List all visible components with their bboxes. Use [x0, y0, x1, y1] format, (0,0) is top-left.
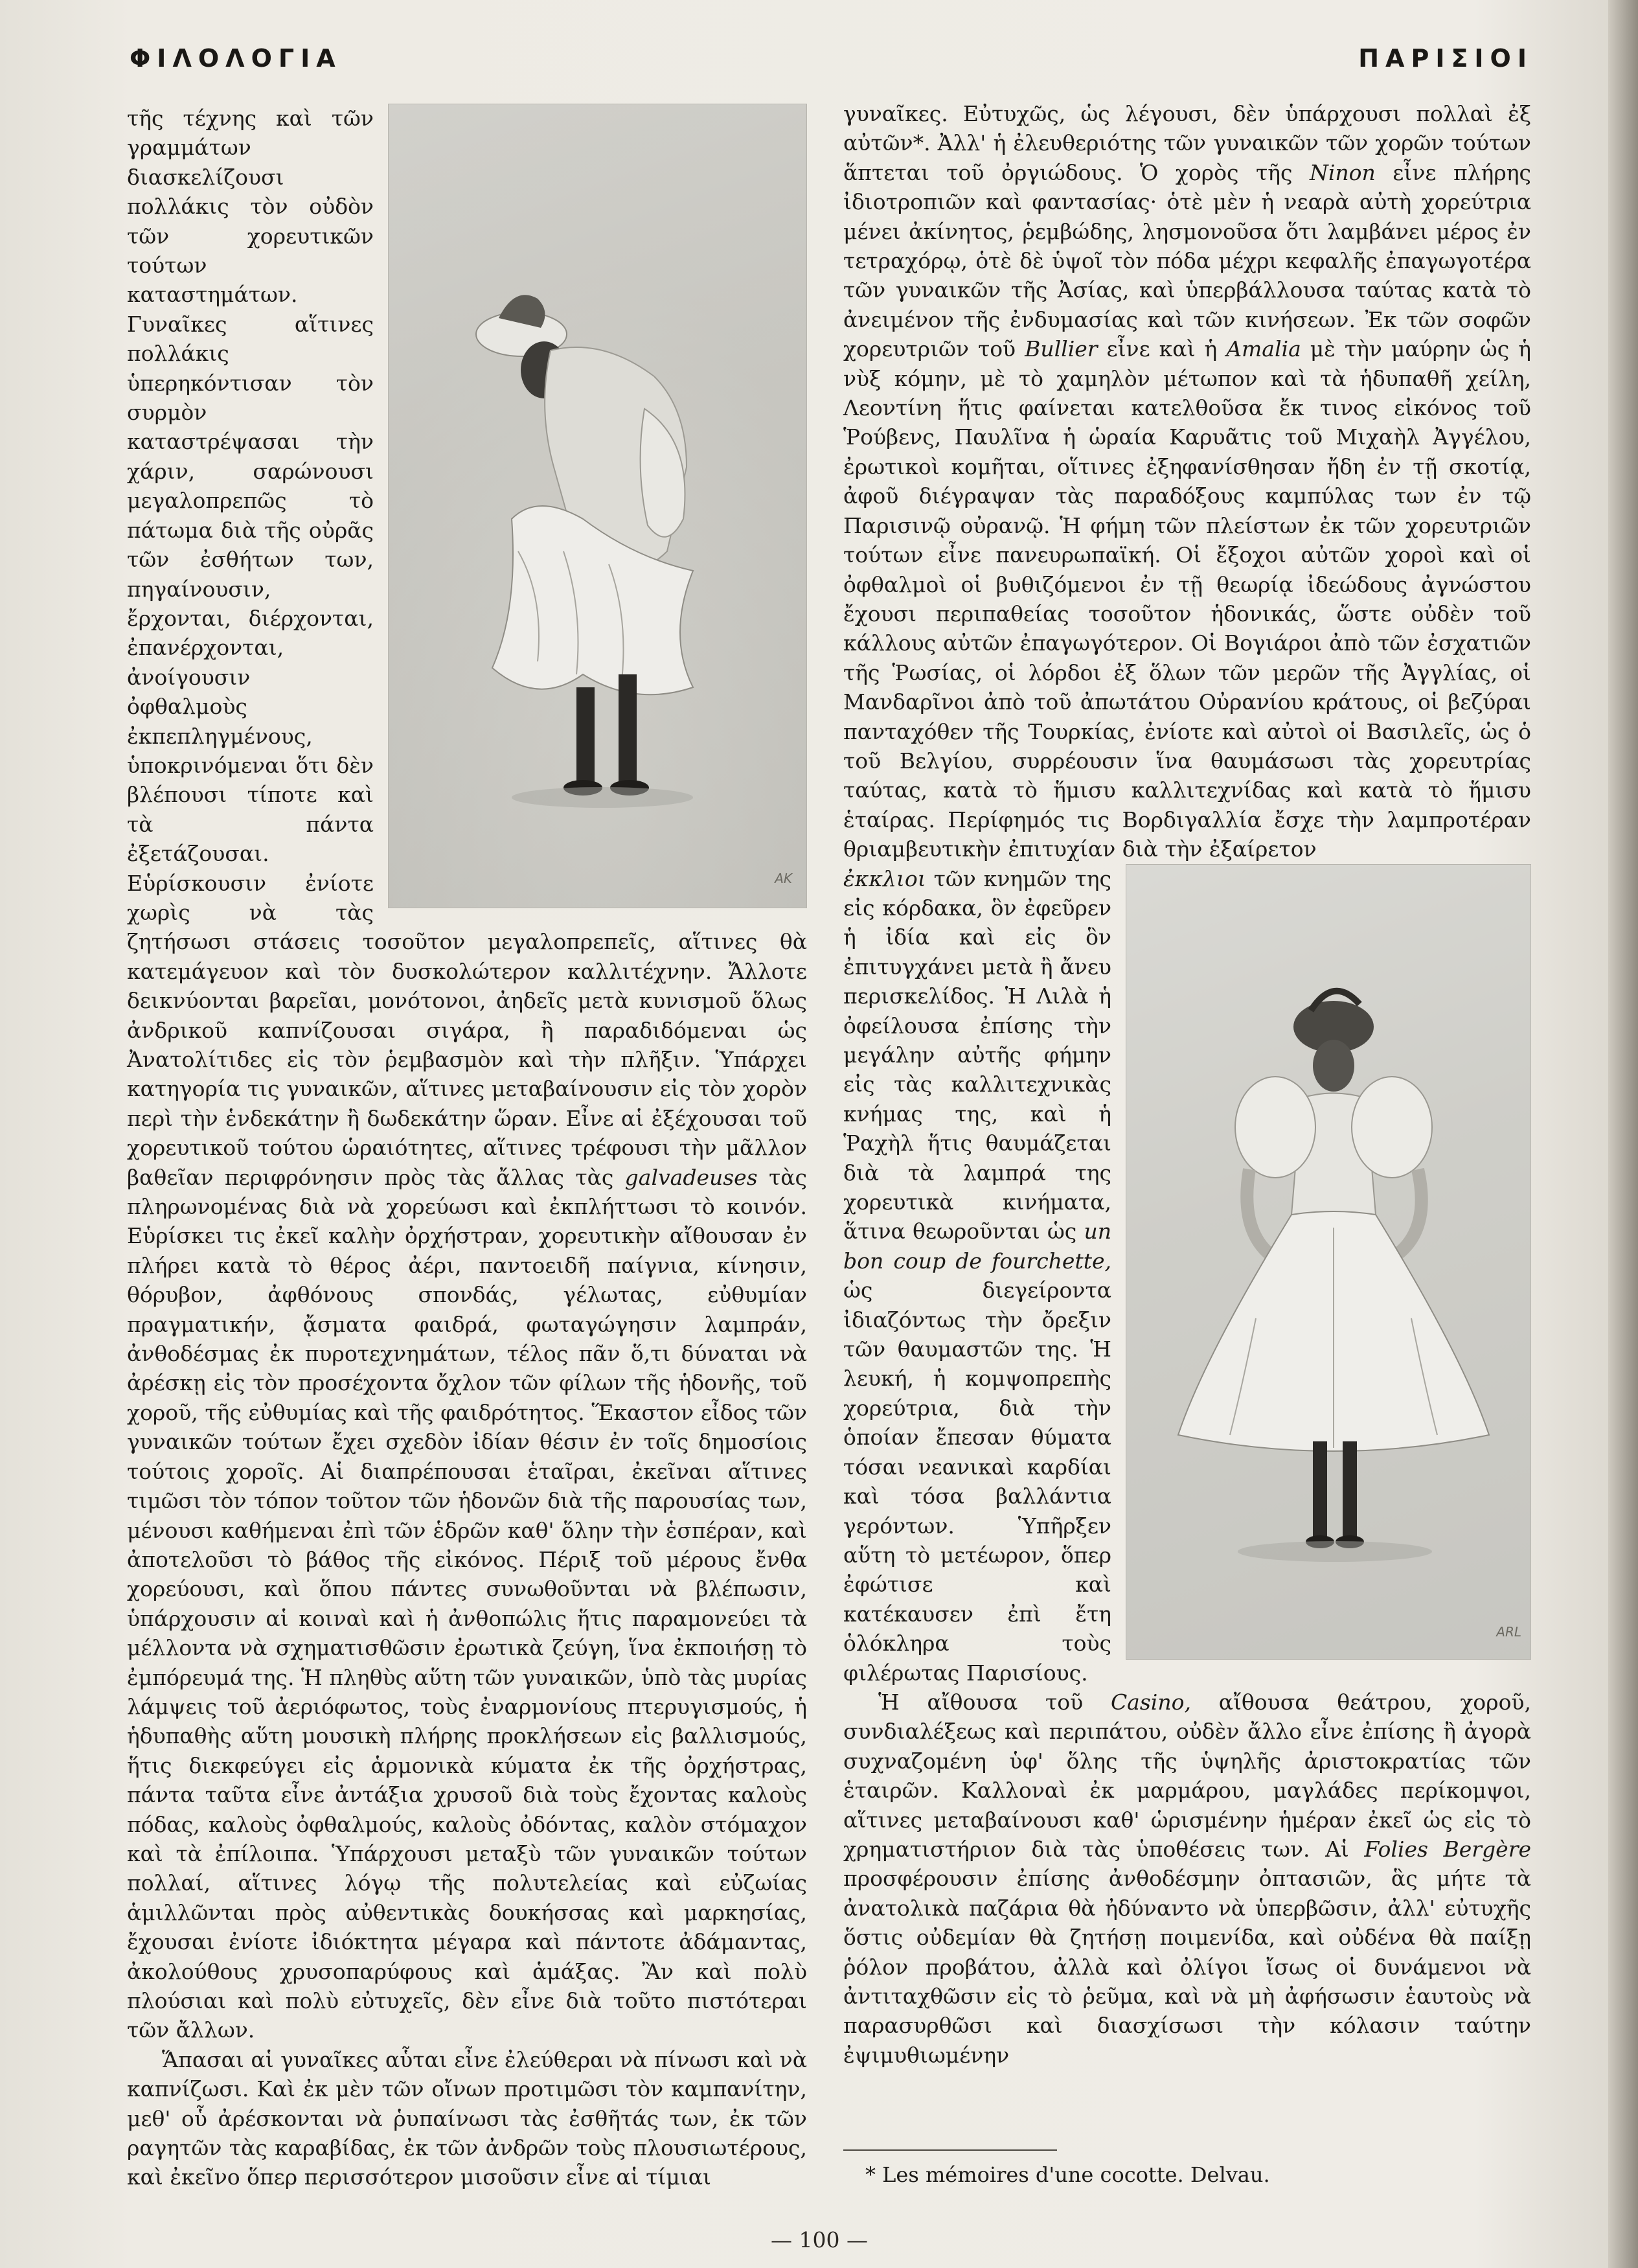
italic-galvadeuses: galvadeuses	[624, 1164, 758, 1190]
dancer-bowing-illustration	[389, 104, 806, 908]
italic-amalia: Amalia	[1226, 336, 1301, 362]
left-text-a: τῆς τέχνης καὶ τῶν γραμμάτων διασκελίζουσι πολλάκις τὸν οὐδὸν τῶν χορευτικῶν τούτων καταστημάτων. Γυναῖκες αἵτινες πολλάκις ὑπερηκόντισαν τὸν συρμὸν καταστρέψασαι τὴν χάριν, σαρώνουσι μεγαλοπρεπῶς τὸ πάτωμα διὰ τῆς οὐρᾶς τῶν ἐσθήτων των, πηγαίνουσιν, ἔρχονται, διέρχονται, ἐπανέρχονται, ἀνοίγουσιν ὀφθαλμοὺς ἐκπεπληγμένους, ὑποκρινόμεναι ὅτι δὲν βλέπουσι τίποτε καὶ τὰ πάντα ἐξετάζουσαι. Εὑρίσκουσιν ἐνίοτε χωρὶς νὰ τὰς ζητήσωσι στάσεις τοσοῦτον μεγαλοπρεπεῖς, αἵτινες θὰ κατεμάγευον καὶ τὸν δυσκολώτερον καλλιτέχνην. Ἄλλοτε δεικνύονται βαρεῖαι, μονότονοι, ἀηδεῖς μετὰ κυνισμοῦ ὅλως ἀνδρικοῦ καπνίζουσαι σιγάρα, ἢ παραδιδόμεναι ὡς Ἀνατολίτιδες εἰς τὸν ῥεμβασμὸν καὶ τὴν πλῆξιν. Ὑπάρχει κατηγορία τις γυναικῶν, αἵτινες μεταβαίνουσιν εἰς τὸν χορὸν περὶ τὴν ἑνδεκάτην ἢ δωδεκάτην ὥραν. Εἶνε αἱ ἐξέχουσαι τοῦ χορευτικοῦ τούτου ὡραιότητες, αἵτινες τρέφουσι τὴν μᾶλλον βαθεῖαν περιφρόνησιν πρὸς τὰς ἄλλας τὰς	[127, 106, 807, 1190]
italic-bullier: Bullier	[1025, 336, 1098, 362]
page-number: — 100 —	[771, 2227, 868, 2252]
right-text-d-start: μὲ τὴν μαύρην ὡς ἡ νὺξ κόμην, μὲ τὸ χαμηλὸν μέτωπον καὶ τὰ ἡδυπαθῆ χείλη, Λεοντίνη ἥτις φαίνεται κατελθοῦσα ἔκ τινος εἰκόνος τοῦ Ῥούβενς, Παυλῖνα ἡ ὡραία Καρυᾶτις τοῦ Μιχαὴλ Ἀγγέλου, ἐρωτικοὶ κομῆται, οἵτινες ἐξηφανίσθησαν ἤδη ἐν τῇ σκοτίᾳ, ἀφοῦ διέγραψαν τὰς παραδόξους καμπύλας των ἐν τῷ Παρισινῷ οὐρανῷ. Ἡ φήμη τῶν πλείστων ἐκ τῶν χορευτριῶν τούτων εἶνε πανευρωπαϊκή. Οἱ ἔξοχοι αὐτῶν χοροὶ καὶ οἱ ὀφθαλμοὶ οἱ βυθιζόμενοι ἐν τῇ θεωρίᾳ ἰδεώδους ἀγνώστου ἔχουσι περιπαθείας τοσοῦτον ἡδονικάς, ὥστε οὐδὲν τοῦ κάλλους αὐτῶν ἐπαγωγότερον. Οἱ Βογιάροι ἀπὸ τῶν ἐσχατιῶν τῆς Ῥωσίας, οἱ λόρδοι ἐξ ὅλων τῶν μερῶν τῆς Ἀγγλίας, οἱ Μανδαρῖνοι ἀπὸ τοῦ ἀπωτάτου Οὐρανίου κράτους, οἱ βεζύραι πανταχόθεν τῆς Τουρκίας, ἐνίοτε καὶ αὐτοὶ οἱ Βασιλεῖς, ὡς ὁ τοῦ Βελγίου, συρρέουσιν ἵνα θαυμάσωσι τὰς χορευτρίας ταύτας, κατὰ τὸ ἥμισυ καλλιτεχνίδας καὶ κατὰ τὸ ἥμισυ ἑταίρας. Περίφημός τις Βορδιγαλλία ἔσχε τὴν λαμπροτέραν θριαμβευτικὴν ἐπιτυχίαν διὰ τὴν ἐξαίρετον	[843, 336, 1531, 862]
left-paragraph-2: Ἅπασαι αἱ γυναῖκες αὗται εἶνε ἐλεύθεραι νὰ πίνωσι καὶ νὰ καπνίζωσι. Καὶ ἐκ μὲν τῶν οἴνων προτιμῶσι τὸν καμπανίτην, μεθ' οὗ ἀρέσκονται νὰ ῥυπαίνωσι τὰς ἐσθῆτάς των, ἐκ τῶν ραγητῶν τὰς καραβίδας, ἐκ τῶν ἀνδρῶν τοὺς πλουσιωτέρους, καὶ ἐκεῖνο ὅπερ περισσότερον μισοῦσιν εἶνε αἱ τίμιαι	[127, 2046, 807, 2190]
right-paragraph-1	[843, 99, 1531, 864]
italic-ninon: Ninon	[1309, 159, 1376, 185]
dancer-standing-illustration	[1126, 865, 1530, 1659]
right-text-i: προσφέρουσιν ἐπίσης ἀνθοδέσμην ὀπτασιῶν, ἃς μήτε τὰ ἀνατολικὰ παζάρια θὰ ἠδύναντο νὰ ὑπερβῶσιν, ἀλλ' εὐτυχῆς ὅστις οὐδεμίαν θὰ ζητήσῃ ποιμενίδα, καὶ οὐδένα θὰ παίξῃ ῥόλον προβάτου, ἀλλὰ καὶ ὀλίγοι ἴσως οἱ δυνάμενοι νὰ ἀντιταχθῶσιν εἰς τὸ ῥεῦμα, καὶ νὰ μὴ ἀφήσωσιν ἑαυτοὺς νὰ παρασυρθῶσι καὶ διασχίσωσι τὴν κόλασιν ταύτην ἐψιμυθιωμένην	[843, 1866, 1531, 2068]
right-text-a: γυναῖκες. Εὐτυχῶς, ὡς λέγουσι, δὲν ὑπάρχουσι πολλαὶ ἐξ αὐτῶν*. Ἀλλ' ἡ ἐλευθεριότης τῶν γυναικῶν τῶν χορῶν τούτων ἅπτεται τοῦ ὀργιώδους. Ὁ χορὸς τῆς	[843, 101, 1531, 185]
italic-casino: Casino,	[1110, 1689, 1191, 1715]
right-text-g: Ἡ αἴθουσα τοῦ	[878, 1689, 1084, 1715]
right-text-b: εἶνε πλήρης ἰδιοτροπιῶν καὶ φαντασίας· ὁτὲ μὲν ἡ νεαρὰ αὐτὴ χορεύτρια μένει ἀκίνητος, ῥεμβώδης, λησμονοῦσα ὅτι λαμβάνει μέρος ἐν τετραχόρῳ, ὁτὲ δὲ ὑψοῖ τὸν πόδα μέχρι κεφαλῆς ἐπαγωγοτέρα τῶν γυναικῶν τῆς Ἀσίας, καὶ ὑπερβάλλουσα ταύτας κατὰ τὸ ἀνειμένον τῆς ἐνδυμασίας καὶ τῶν κινήσεων. Ἐκ τῶν σοφῶν χορευτριῶν τοῦ	[843, 159, 1531, 362]
right-text-c: εἶνε καὶ ἡ	[1106, 336, 1218, 362]
right-text-e: τῶν κνημῶν της εἰς κόρδακα, ὃν ἐφεῦρεν ἡ ἰδία καὶ εἰς ὃν ἐπιτυγχάνει μετὰ ἢ ἄνευ περισκελίδος. Ἡ Λιλὰ ἡ ὀφείλουσα ἐπίσης τὴν μεγάλην αὐτῆς φήμην εἰς τὰς καλλιτεχνικὰς κνήμας της, καὶ ἡ Ῥαχὴλ ἥτις θαυμάζεται διὰ τὰ λαμπρά της χορευτικὰ κινήματα, ἅτινα θεωροῦνται ὡς	[843, 865, 1112, 1244]
right-text-h: αἴθουσα θεάτρου, χοροῦ, συνδιαλέξεως καὶ περιπάτου, οὐδὲν ἄλλο εἶνε ἐπίσης ἢ ἀγορὰ συχναζομένη ὑφ' ὅλης τῆς ὑψηλῆς ἀριστοκρατίας τῶν ἑταιρῶν. Καλλοναὶ ἐκ μαρμάρου, μαγλάδες περίκομψοι, αἵτινες μεταβαίνουσι καθ' ὡρισμένην ἡμέραν ἐκεῖ ὡς εἰς τὸ χρηματιστήριον διὰ τὰς ὑποθέσεις των. Αἱ	[843, 1689, 1531, 1862]
running-head-right: ΠΑΡΙΣΙΟΙ	[1358, 44, 1533, 73]
running-head-left: ΦΙΛΟΛΟΓΙΑ	[130, 44, 342, 73]
photo-monogram-left: AK	[775, 870, 792, 886]
left-text-b: τὰς πληρωνομένας διὰ νὰ χορεύωσι καὶ ἐκπλήττωσι τὸ κοινόν. Εὑρίσκει τις ἐκεῖ καλὴν ὀρχήστραν, χορευτικὴν αἴθουσαν ἐν πλήρει κατὰ τὸ θέρος ἀέρι, παντοειδῆ παίγνια, κίνησιν, θόρυβον, ἀφθόνους σπονδάς, γέλωτας, εὐθυμίαν πραγματικήν, ᾄσματα φαιδρά, φωταγώγησιν λαμπράν, ἀνθοδέσμας ἐκ πυροτεχνημάτων, τέλος πᾶν ὅ,τι δύναται νὰ ἀρέσκῃ εἰς τὸν προσέχοντα ὄχλον τῶν φίλων τῆς ἡδονῆς, τοῦ χοροῦ, τῆς εὐθυμίας καὶ τῆς φαιδρότητος. Ἕκαστον εἶδος τῶν γυναικῶν τούτων ἔχει σχεδὸν ἰδίαν θέσιν ἐν τοῖς δημοσίοις τούτοις χοροῖς. Αἱ διαπρέπουσαι ἑταῖραι, ἐκεῖναι αἵτινες τιμῶσι τὸν τόπον τοῦτον τῶν ἡδονῶν διὰ τῆς παρουσίας των, μένουσι καθήμεναι ἐπὶ τῶν ἑδρῶν καθ' ὅλην τὴν ἑσπέραν, καὶ ἀποτελοῦσι τὸ βάθος τῆς εἰκόνος. Πέριξ τοῦ μέρους ἔνθα χορεύουσι, καὶ ὅπου πάντες συνωθοῦνται νὰ βλέπωσιν, ὑπάρχουσιν αἱ κοιναὶ καὶ ἡ ἀνθοπώλις ἥτις παραμονεύει τὰ μέλλοντα νὰ σχηματισθῶσιν ἐρωτικὰ ζεύγη, ἵνα ἐκποιήσῃ τὸ ἐμπόρευμά της. Ἡ πληθὺς αὕτη τῶν γυναικῶν, ὑπὸ τὰς μυρίας λάμψεις τοῦ ἀεριόφωτος, τοὺς ἐναρμονίους πτερυγισμούς, ἡ ἡδυπαθὴς αὕτη μουσικὴ πλήρης προκλήσεων εἰς βαλλισμούς, ἥτις διεκφεύγει εἰς ἁρμονικὰ κύματα ἐκ τῆς ὀρχήστρας, πάντα ταῦτα εἶνε ἀντάξια χρυσοῦ διὰ τοὺς ἔχοντας καλοὺς πόδας, καλοὺς ὀφθαλμούς, καλοὺς ὀδόντας, καλὸν στόμαχον καὶ τὰ ἐπίλοιπα. Ὑπάρχουσι μεταξὺ τῶν γυναικῶν τούτων πολλαί, αἵτινες λόγῳ τῆς πολυτελείας καὶ εὐζωίας ἁμιλλῶνται πρὸς αὐθεντικὰς δουκήσσας καὶ μαρκησίας, ἔχουσαι ἐνίοτε ἰδιόκτητα μέγαρα καὶ πάντοτε ἀδάμαντας, ἀκολούθους χρυσοπαρύφους καὶ ἁμάξας. Ἂν καὶ πολὺ πλούσιαι καὶ πολὺ εὐτυχεῖς, δὲν εἶνε διὰ τοῦτο πιστότεραι τῶν ἄλλων.	[127, 1164, 807, 2043]
footnote-rule	[843, 2149, 1057, 2151]
page-edge-shadow	[1608, 0, 1638, 2268]
italic-folies: Folies Bergère	[1364, 1836, 1531, 1862]
photo-monogram-right: ARL	[1496, 1624, 1521, 1640]
right-column	[843, 99, 1531, 2070]
italic-fourchette: un bon coup de fourchette,	[843, 1219, 1111, 1274]
right-text-f: ὡς διεγείροντα ἰδιαζόντως τὴν ὄρεξιν τῶν θαυμαστῶν της. Ἡ λευκή, ἡ κομψοπρεπὴς χορεύτρια, διὰ τὴν ὁποίαν ἔπεσαν θύματα τόσαι νεανικαὶ καρδίαι καὶ τόσα βαλλάντια γερόντων. Ὑπῆρξεν αὕτη τὸ μετέωρον, ὅπερ ἐφώτισε καὶ κατέκαυσεν ἐπὶ ἔτη ὁλόκληρα τοὺς φιλέρωτας Παρισίους.	[843, 1277, 1111, 1686]
photo-dancer-bowing	[388, 104, 807, 908]
footnote: * Les mémoires d'une cocotte. Delvau.	[865, 2162, 1270, 2187]
photo-dancer-standing	[1126, 864, 1531, 1660]
italic-ekklioi: ἐκκλιοι	[843, 865, 926, 891]
right-paragraph-2	[843, 1688, 1531, 2070]
left-column	[127, 104, 807, 2192]
